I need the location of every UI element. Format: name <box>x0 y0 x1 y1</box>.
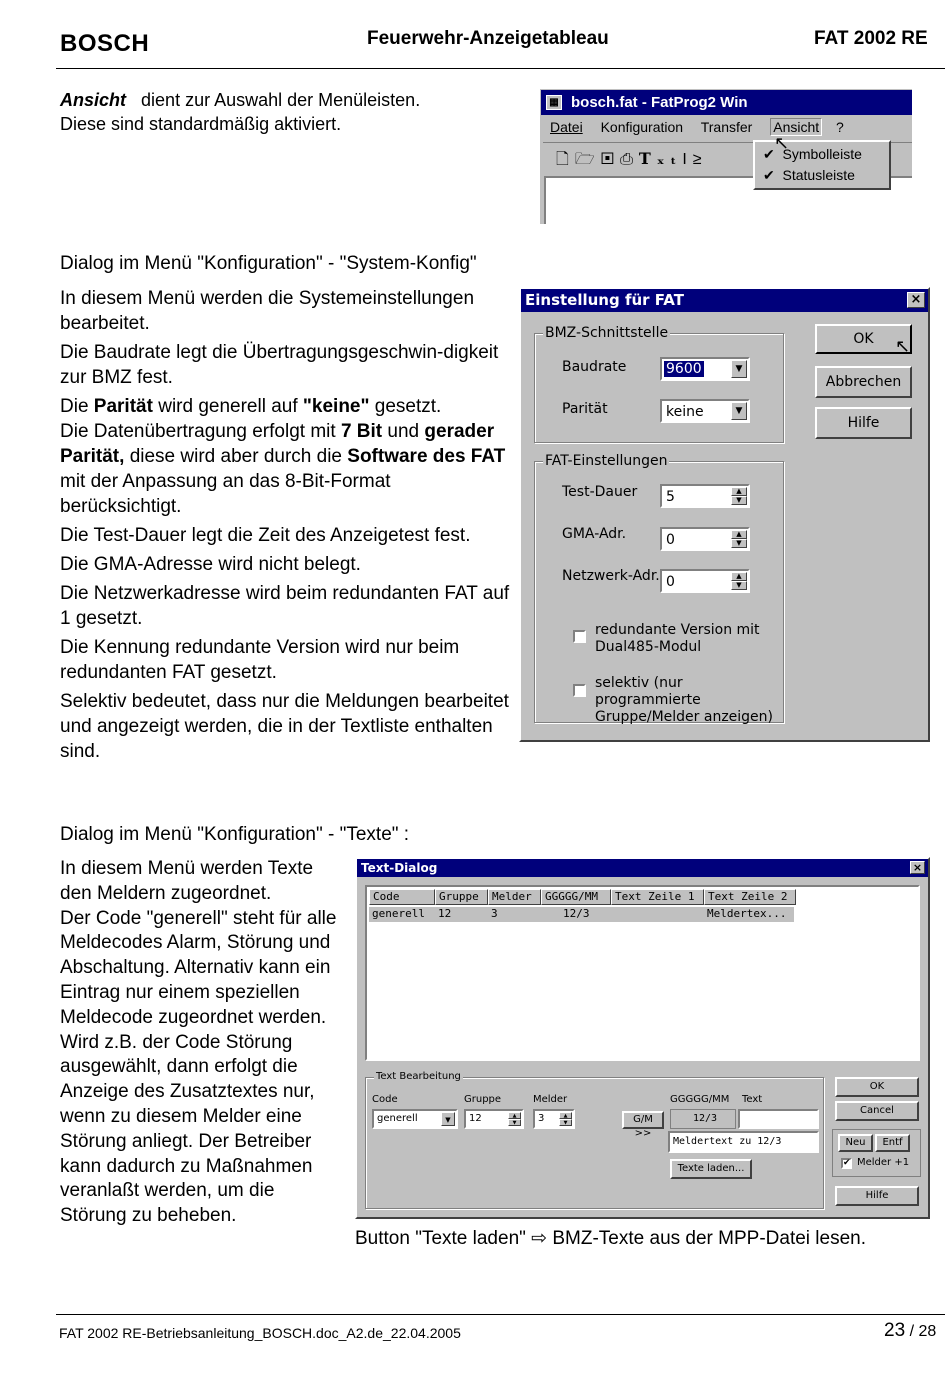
gma-spinner[interactable]: 0 ▲ ▼ <box>660 527 750 551</box>
gggg-label: GGGGG/MM <box>670 1094 730 1105</box>
ok-button[interactable]: OK <box>835 1077 919 1097</box>
paragraph: Der Code "generell" steht für alle Meldecodes Alarm, Störung und Abschaltung. Alternativ kann ein Eintrag nur einem speziellen Meldecode zugeordnet werden. Wird z.B. der Code Störung ausgewählt, dann erfolgt die Anzeige des Zusatztextes nur, wenn zu diesem Melder eine Störung anliegt. Der Betreiber kann dadurch zu Maßnahmen veranlaßt werden, um die Störung zu beheben. <box>60 907 337 1227</box>
text-bearbeitung-group <box>365 1071 824 1209</box>
open-folder-icon[interactable]: 🗁 <box>574 151 601 168</box>
melder-spinner[interactable]: 3 ▲ ▼ <box>533 1109 575 1129</box>
fatprog-toolbar <box>556 148 708 175</box>
system-konfig-heading: Dialog im Menü "Konfiguration" - "System-Konfig" <box>60 253 477 274</box>
chevron-down-icon[interactable]: ▼ <box>441 1112 455 1126</box>
menu-datei[interactable]: Datei <box>550 119 583 135</box>
mouse-cursor-icon: ↖ <box>774 133 790 153</box>
paragraph: In diesem Menü werden Texte den Meldern zugeordnet. <box>60 858 314 904</box>
table-row[interactable]: generell 12 3 12/3 Meldertex... <box>369 907 794 922</box>
paragraph: Selektiv bedeutet, dass nur die Meldungen bearbeitet und angezeigt werden, die in der Textliste enthalten sind. <box>60 691 509 762</box>
paragraph: Die Netzwerkadresse wird beim redundanten FAT auf 1 gesetzt. <box>60 583 510 629</box>
paragraph: Die Parität wird generell auf "keine" gesetzt. <box>60 396 442 417</box>
code-select[interactable]: generell ▼ <box>372 1109 458 1129</box>
fatprog-window <box>538 87 912 224</box>
bmz-group <box>534 325 784 443</box>
texte-text <box>60 857 340 1229</box>
texte-laden-button[interactable]: Texte laden... <box>670 1159 752 1179</box>
arrow-right-icon: ⇨ <box>531 1228 548 1249</box>
redundant-label: redundante Version mit Dual485-Modul <box>595 622 760 655</box>
text-dialog-title: Text-Dialog <box>361 861 438 875</box>
ansicht-description <box>60 88 520 136</box>
netzwerk-label: Netzwerk-Adr. <box>562 568 660 584</box>
dropdown-item-symbolleiste[interactable]: ✔ Symbolleiste <box>763 146 862 162</box>
abbrechen-button[interactable]: Abbrechen <box>815 366 912 398</box>
system-konfig-text <box>60 286 510 768</box>
gm-button[interactable]: G/M >> <box>622 1111 664 1129</box>
selektiv-checkbox[interactable] <box>573 684 586 697</box>
bmz-group-label: BMZ-Schnittstelle <box>545 325 669 341</box>
print-icon[interactable]: ⎙ <box>620 151 639 168</box>
fat-dialog-titlebar <box>521 289 928 312</box>
chevron-down-icon[interactable]: ▼ <box>731 360 747 378</box>
log-icon[interactable]: I≥ <box>682 151 708 168</box>
neu-entf-box <box>832 1129 921 1177</box>
baudrate-select[interactable]: 9600 ▼ <box>660 357 750 381</box>
column-header[interactable]: Text Zeile 1 <box>611 889 704 905</box>
close-icon[interactable]: × <box>910 861 925 874</box>
paragraph: Die Kennung redundante Version wird nur beim redundanten FAT gesetzt. <box>60 637 460 683</box>
fatprog-title: bosch.fat - FatProg2 Win <box>571 94 748 111</box>
product-name: FAT 2002 RE <box>814 28 928 49</box>
paritaet-select[interactable]: keine ▼ <box>660 399 750 423</box>
ansicht-text1: dient zur Auswahl der Menüleisten. <box>141 90 421 110</box>
ok-button[interactable]: OK <box>815 324 912 354</box>
testdauer-label: Test-Dauer <box>562 484 638 500</box>
column-header[interactable]: Code <box>369 889 435 905</box>
menu-transfer[interactable]: Transfer <box>700 119 753 135</box>
menu-ansicht[interactable]: Ansicht <box>770 118 822 136</box>
page-number: 23 / 28 <box>884 1320 937 1341</box>
column-header[interactable]: Text Zeile 2 <box>704 889 796 905</box>
paragraph: Die Datenübertragung erfolgt mit 7 Bit und gerader Parität, diese wird aber durch die Software des FAT mit der Anpassung an das 8-Bit-Format berücksichtigt. <box>60 421 506 517</box>
new-file-icon[interactable]: 🗋 <box>556 151 575 168</box>
paragraph: Die Test-Dauer legt die Zeit des Anzeigetest fest. <box>60 525 471 546</box>
fat-dialog-title: Einstellung für FAT <box>525 291 684 309</box>
text-dialog <box>355 857 930 1219</box>
footer-divider <box>56 1314 945 1315</box>
redundant-checkbox[interactable] <box>573 630 586 643</box>
ansicht-text2: Diese sind standardmäßig aktiviert. <box>60 114 342 134</box>
baudrate-label: Baudrate <box>562 359 627 375</box>
gma-label: GMA-Adr. <box>562 526 627 542</box>
fat-settings-dialog <box>519 287 930 742</box>
fatprog-menubar <box>550 119 844 135</box>
caption: Button "Texte laden" ⇨ BMZ-Texte aus der MPP-Datei lesen. <box>355 1228 866 1249</box>
gruppe-spinner[interactable]: 12 ▲ ▼ <box>464 1109 524 1129</box>
testdauer-spinner[interactable]: 5 ▲ ▼ <box>660 484 750 508</box>
text-icon[interactable]: Tₓₜ <box>638 149 683 168</box>
meldertext-field[interactable]: Meldertext zu 12/3 <box>668 1131 819 1153</box>
close-icon[interactable]: × <box>907 292 925 308</box>
menu-konfiguration[interactable]: Konfiguration <box>600 119 684 135</box>
brand-logo: BOSCH <box>60 30 150 57</box>
selektiv-label: selektiv (nur programmierte Gruppe/Melder anzeigen) <box>595 675 774 725</box>
header-divider <box>56 68 945 69</box>
document-title: Feuerwehr-Anzeigetableau <box>367 28 609 49</box>
code-label: Code <box>372 1094 398 1105</box>
menu-help[interactable]: ? <box>836 119 844 135</box>
column-header[interactable]: Melder <box>488 889 541 905</box>
dropdown-item-statusleiste[interactable]: ✔ Statusleiste <box>763 167 855 183</box>
text-list[interactable] <box>365 885 920 1061</box>
melder-label: Melder <box>533 1094 568 1105</box>
texte-heading: Dialog im Menü "Konfiguration" - "Texte" : <box>60 824 410 845</box>
ansicht-term: Ansicht <box>60 90 127 110</box>
gggg-field: 12/3 <box>670 1109 736 1129</box>
column-header[interactable]: GGGGG/MM <box>541 889 611 905</box>
paragraph: Die Baudrate legt die Übertragungsgeschwin-digkeit zur BMZ fest. <box>60 342 499 388</box>
text-label: Text <box>742 1094 763 1105</box>
save-icon[interactable]: ▣ <box>600 151 621 168</box>
hilfe-button[interactable]: Hilfe <box>835 1186 919 1206</box>
footer-filename: FAT 2002 RE-Betriebsanleitung_BOSCH.doc_A2.de_22.04.2005 <box>59 1325 461 1341</box>
app-icon: ▦ <box>546 95 562 110</box>
neu-button[interactable]: Neu <box>838 1134 873 1152</box>
paragraph: In diesem Menü werden die Systemeinstellungen bearbeitet. <box>60 288 475 334</box>
melder-plus-label: Melder +1 <box>857 1157 910 1168</box>
melder-plus-checkbox[interactable]: ✔ <box>843 1158 851 1168</box>
fatprog-titlebar <box>541 90 912 115</box>
paritaet-label: Parität <box>562 401 608 417</box>
netzwerk-spinner[interactable]: 0 ▲ ▼ <box>660 569 750 593</box>
fat-settings-group-label: FAT-Einstellungen <box>545 453 668 469</box>
list-header <box>369 889 796 905</box>
gruppe-label: Gruppe <box>464 1094 502 1105</box>
text-bearbeitung-label: Text Bearbeitung <box>376 1071 461 1082</box>
hilfe-button[interactable]: Hilfe <box>815 407 912 439</box>
chevron-down-icon[interactable]: ▼ <box>731 402 747 420</box>
text-dialog-titlebar <box>357 859 928 877</box>
entf-button[interactable]: Entf <box>875 1134 910 1152</box>
column-header[interactable]: Gruppe <box>435 889 488 905</box>
text-field[interactable] <box>738 1109 819 1129</box>
fat-settings-group <box>534 453 784 725</box>
cancel-button[interactable]: Cancel <box>835 1101 919 1121</box>
paragraph: Die GMA-Adresse wird nicht belegt. <box>60 554 361 575</box>
mouse-cursor-icon: ↖ <box>895 336 911 357</box>
